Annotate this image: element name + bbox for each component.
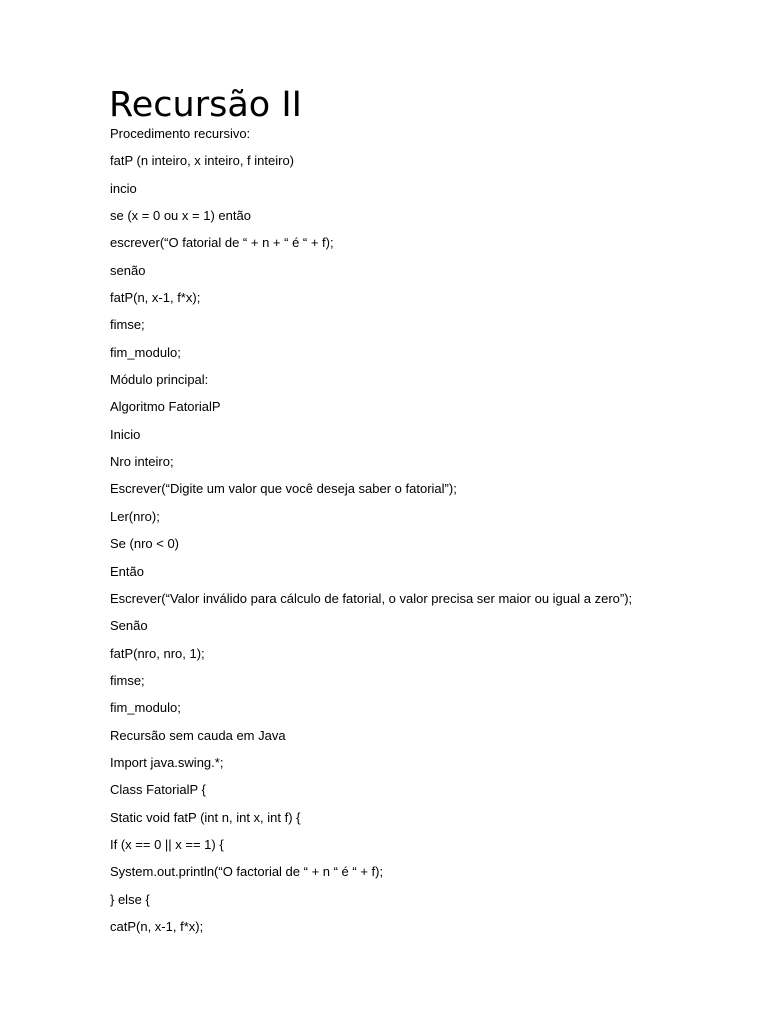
document-line: Static void fatP (int n, int x, int f) { <box>110 809 301 825</box>
document-line: Senão <box>110 618 148 634</box>
document-line: Nro inteiro; <box>110 454 174 470</box>
document-body <box>110 120 730 940</box>
document-line: fim_modulo; <box>110 344 181 360</box>
document-line: Algoritmo FatorialP <box>110 399 221 415</box>
document-line: Recursão sem cauda em Java <box>110 727 286 743</box>
document-line: System.out.println(“O factorial de “ + n “ é “ + f); <box>110 864 384 880</box>
document-line: Escrever(“Digite um valor que você deseja saber o fatorial”); <box>110 481 457 497</box>
document-line: escrever(“O fatorial de “ + n + “ é “ + f); <box>110 235 334 251</box>
document-line: Inicio <box>110 426 141 442</box>
document-line: Módulo principal: <box>110 372 209 388</box>
document-line: Ler(nro); <box>110 508 160 524</box>
document-line: fatP(nro, nro, 1); <box>110 645 205 661</box>
document-line: fimse; <box>110 317 145 333</box>
document-line: Import java.swing.*; <box>110 754 224 770</box>
document-line: se (x = 0 ou x = 1) então <box>110 208 251 224</box>
document-title: Recursão II <box>109 85 302 125</box>
document-line: Se (nro < 0) <box>110 536 180 552</box>
document-line: fim_modulo; <box>110 700 181 716</box>
document-line: incio <box>110 180 137 196</box>
document-line: Então <box>110 563 144 579</box>
document-line: Escrever(“Valor inválido para cálculo de fatorial, o valor precisa ser maior ou igual a zero”); <box>110 590 633 606</box>
document-line: } else { <box>110 891 150 907</box>
document-line: senão <box>110 262 146 278</box>
document-line: fimse; <box>110 672 145 688</box>
document-line: fatP(n, x-1, f*x); <box>110 290 201 306</box>
document-line: fatP (n inteiro, x inteiro, f inteiro) <box>110 153 295 169</box>
document-line: If (x == 0 || x == 1) { <box>110 836 224 852</box>
document-line: Class FatorialP { <box>110 782 206 798</box>
document-line: Procedimento recursivo: <box>110 126 251 141</box>
document-line: catP(n, x-1, f*x); <box>110 918 204 934</box>
